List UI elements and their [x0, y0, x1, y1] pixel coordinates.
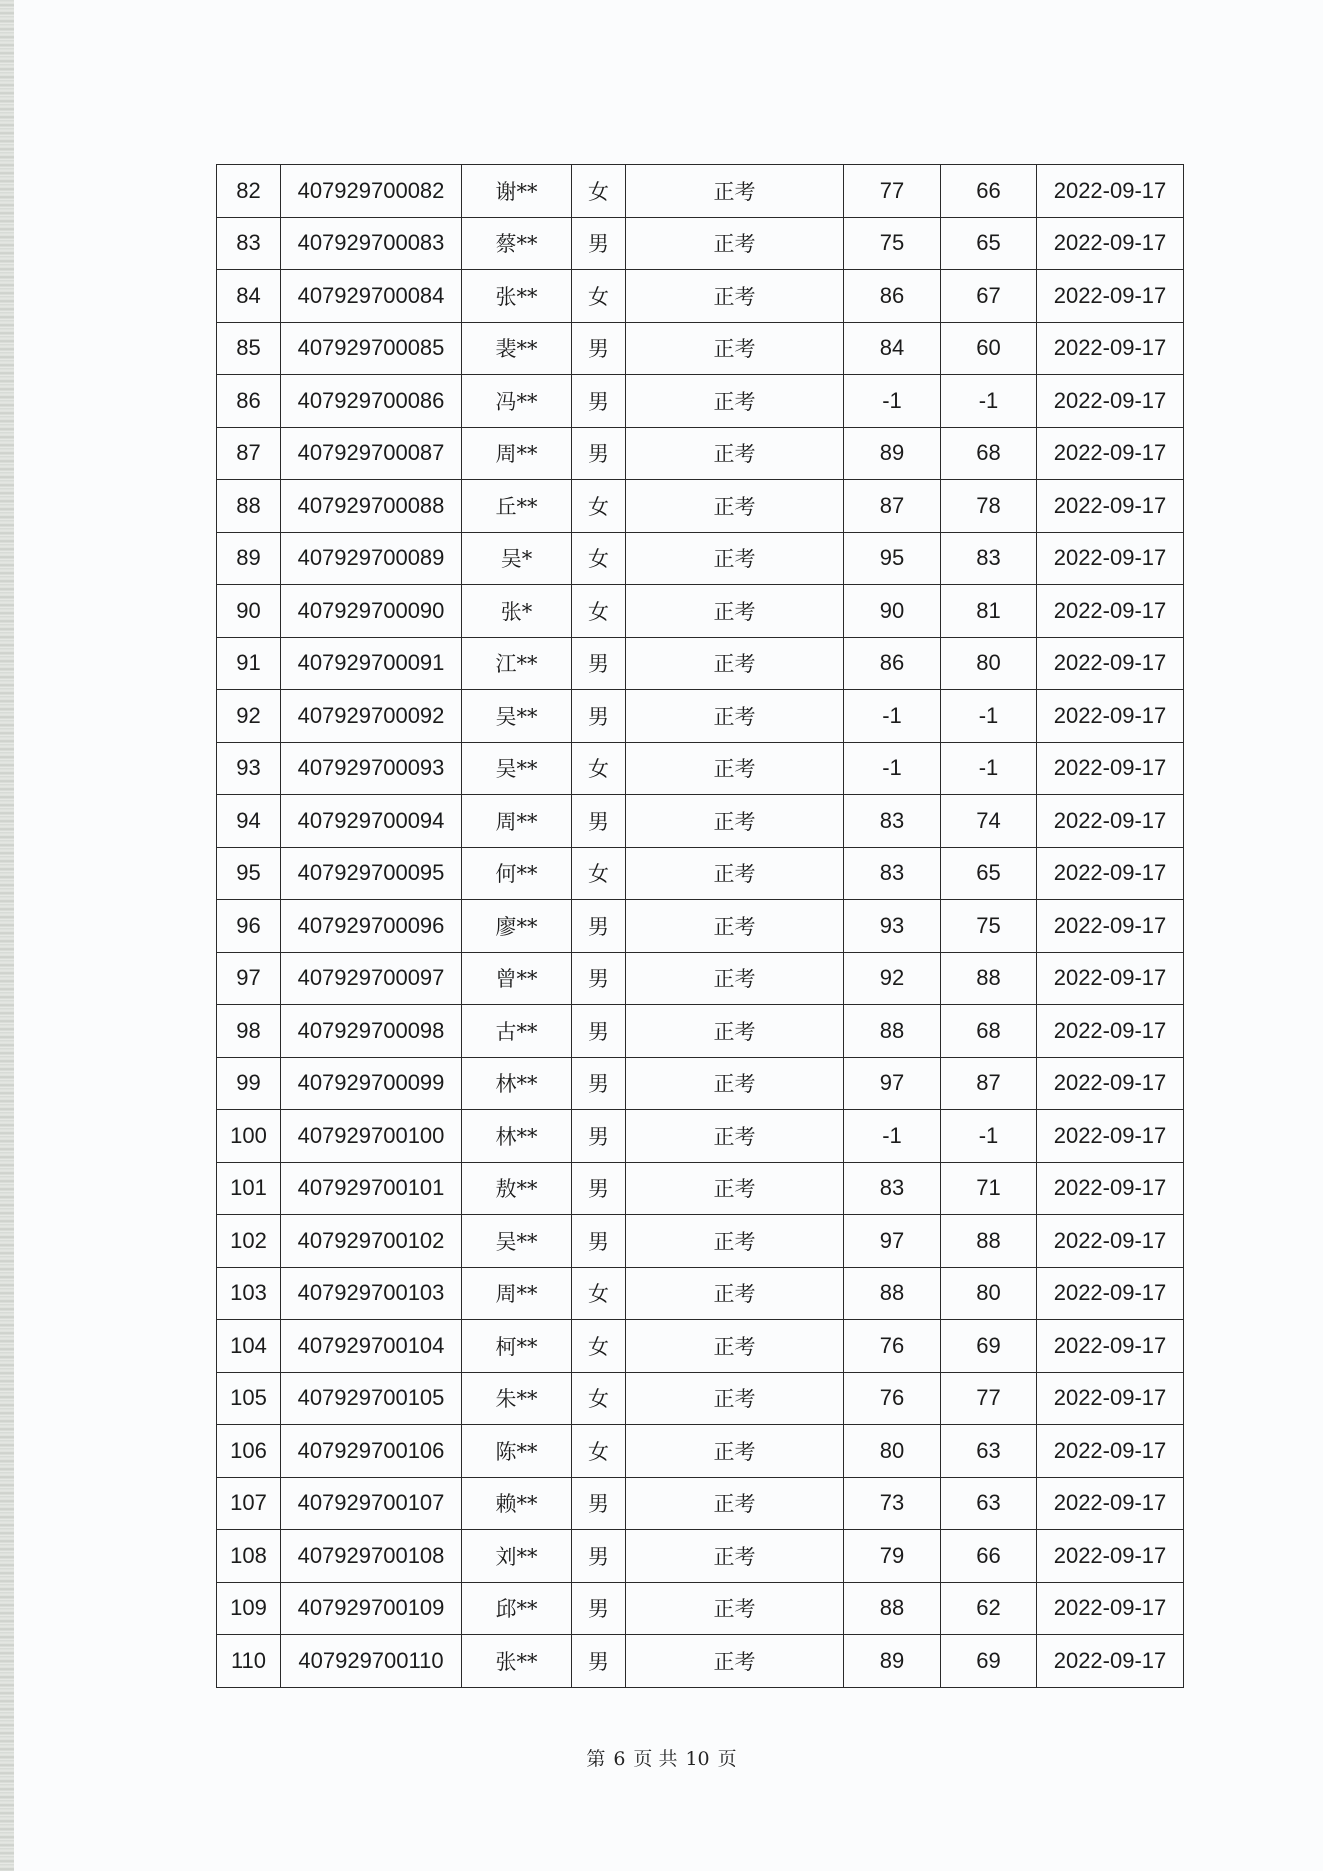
- candidate-id-cell: 407929700098: [281, 1005, 462, 1058]
- footer-mid: 页 共: [633, 1748, 678, 1770]
- table-row: [217, 637, 1184, 690]
- score-2-cell: -1: [941, 742, 1037, 795]
- score-1-cell: 79: [844, 1530, 941, 1583]
- table-row: [217, 1110, 1184, 1163]
- exam-type-cell: 正考: [626, 1057, 844, 1110]
- score-2-cell: -1: [941, 1110, 1037, 1163]
- candidate-id-cell: 407929700087: [281, 427, 462, 480]
- score-1-cell: 88: [844, 1582, 941, 1635]
- score-1-cell: 89: [844, 1635, 941, 1688]
- row-number-cell: 100: [217, 1110, 281, 1163]
- table-row: [217, 1320, 1184, 1373]
- score-1-cell: 90: [844, 585, 941, 638]
- gender-cell: 男: [572, 1635, 626, 1688]
- gender-cell: 男: [572, 1530, 626, 1583]
- exam-date-cell: 2022-09-17: [1037, 1005, 1184, 1058]
- table-row: [217, 1582, 1184, 1635]
- name-cell: 张*: [462, 585, 572, 638]
- row-number-cell: 101: [217, 1162, 281, 1215]
- footer-suffix: 页: [717, 1748, 737, 1770]
- exam-type-cell: 正考: [626, 1372, 844, 1425]
- score-table-container: [216, 164, 1184, 1688]
- gender-cell: 女: [572, 532, 626, 585]
- exam-date-cell: 2022-09-17: [1037, 690, 1184, 743]
- candidate-id-cell: 407929700086: [281, 375, 462, 428]
- candidate-id-cell: 407929700093: [281, 742, 462, 795]
- score-1-cell: -1: [844, 690, 941, 743]
- score-2-cell: 74: [941, 795, 1037, 848]
- row-number-cell: 93: [217, 742, 281, 795]
- score-2-cell: 88: [941, 952, 1037, 1005]
- score-1-cell: -1: [844, 1110, 941, 1163]
- name-cell: 邱**: [462, 1582, 572, 1635]
- exam-type-cell: 正考: [626, 480, 844, 533]
- table-row: [217, 270, 1184, 323]
- table-row: [217, 795, 1184, 848]
- exam-type-cell: 正考: [626, 1110, 844, 1163]
- score-2-cell: 80: [941, 1267, 1037, 1320]
- score-2-cell: 63: [941, 1425, 1037, 1478]
- footer-prefix: 第: [586, 1748, 606, 1770]
- name-cell: 周**: [462, 1267, 572, 1320]
- exam-date-cell: 2022-09-17: [1037, 900, 1184, 953]
- table-row: [217, 1005, 1184, 1058]
- name-cell: 丘**: [462, 480, 572, 533]
- score-1-cell: 80: [844, 1425, 941, 1478]
- gender-cell: 男: [572, 900, 626, 953]
- name-cell: 林**: [462, 1057, 572, 1110]
- score-2-cell: 66: [941, 165, 1037, 218]
- table-row: [217, 1477, 1184, 1530]
- score-2-cell: 80: [941, 637, 1037, 690]
- candidate-id-cell: 407929700097: [281, 952, 462, 1005]
- name-cell: 刘**: [462, 1530, 572, 1583]
- exam-date-cell: 2022-09-17: [1037, 1215, 1184, 1268]
- name-cell: 张**: [462, 270, 572, 323]
- gender-cell: 男: [572, 427, 626, 480]
- score-2-cell: 63: [941, 1477, 1037, 1530]
- footer-total-pages: 10: [685, 1748, 710, 1770]
- table-row: [217, 1267, 1184, 1320]
- exam-date-cell: 2022-09-17: [1037, 742, 1184, 795]
- score-1-cell: 83: [844, 1162, 941, 1215]
- candidate-id-cell: 407929700096: [281, 900, 462, 953]
- candidate-id-cell: 407929700085: [281, 322, 462, 375]
- name-cell: 古**: [462, 1005, 572, 1058]
- gender-cell: 女: [572, 1372, 626, 1425]
- score-1-cell: 97: [844, 1215, 941, 1268]
- candidate-id-cell: 407929700101: [281, 1162, 462, 1215]
- row-number-cell: 82: [217, 165, 281, 218]
- score-1-cell: 92: [844, 952, 941, 1005]
- table-row: [217, 1162, 1184, 1215]
- row-number-cell: 84: [217, 270, 281, 323]
- name-cell: 江**: [462, 637, 572, 690]
- gender-cell: 男: [572, 1057, 626, 1110]
- page-footer: [0, 1744, 1323, 1771]
- name-cell: 周**: [462, 795, 572, 848]
- exam-type-cell: 正考: [626, 952, 844, 1005]
- score-1-cell: 93: [844, 900, 941, 953]
- exam-date-cell: 2022-09-17: [1037, 1530, 1184, 1583]
- exam-type-cell: 正考: [626, 585, 844, 638]
- row-number-cell: 105: [217, 1372, 281, 1425]
- row-number-cell: 109: [217, 1582, 281, 1635]
- score-2-cell: 67: [941, 270, 1037, 323]
- gender-cell: 男: [572, 637, 626, 690]
- gender-cell: 女: [572, 1425, 626, 1478]
- table-row: [217, 427, 1184, 480]
- candidate-id-cell: 407929700102: [281, 1215, 462, 1268]
- exam-date-cell: 2022-09-17: [1037, 1372, 1184, 1425]
- candidate-id-cell: 407929700084: [281, 270, 462, 323]
- exam-date-cell: 2022-09-17: [1037, 847, 1184, 900]
- gender-cell: 男: [572, 1162, 626, 1215]
- exam-type-cell: 正考: [626, 1530, 844, 1583]
- exam-type-cell: 正考: [626, 1582, 844, 1635]
- exam-date-cell: 2022-09-17: [1037, 795, 1184, 848]
- gender-cell: 女: [572, 270, 626, 323]
- score-2-cell: 60: [941, 322, 1037, 375]
- exam-type-cell: 正考: [626, 637, 844, 690]
- exam-type-cell: 正考: [626, 427, 844, 480]
- score-2-cell: -1: [941, 690, 1037, 743]
- row-number-cell: 95: [217, 847, 281, 900]
- gender-cell: 男: [572, 795, 626, 848]
- exam-date-cell: 2022-09-17: [1037, 217, 1184, 270]
- exam-type-cell: 正考: [626, 270, 844, 323]
- candidate-id-cell: 407929700090: [281, 585, 462, 638]
- table-row: [217, 480, 1184, 533]
- candidate-id-cell: 407929700106: [281, 1425, 462, 1478]
- exam-type-cell: 正考: [626, 1215, 844, 1268]
- exam-date-cell: 2022-09-17: [1037, 1425, 1184, 1478]
- footer-page-number: 6: [613, 1748, 626, 1770]
- exam-date-cell: 2022-09-17: [1037, 322, 1184, 375]
- name-cell: 吴*: [462, 532, 572, 585]
- exam-date-cell: 2022-09-17: [1037, 1267, 1184, 1320]
- score-2-cell: 71: [941, 1162, 1037, 1215]
- score-1-cell: 89: [844, 427, 941, 480]
- row-number-cell: 91: [217, 637, 281, 690]
- score-2-cell: 77: [941, 1372, 1037, 1425]
- candidate-id-cell: 407929700083: [281, 217, 462, 270]
- candidate-id-cell: 407929700091: [281, 637, 462, 690]
- row-number-cell: 88: [217, 480, 281, 533]
- table-row: [217, 690, 1184, 743]
- name-cell: 张**: [462, 1635, 572, 1688]
- score-1-cell: 76: [844, 1320, 941, 1373]
- table-row: [217, 375, 1184, 428]
- exam-type-cell: 正考: [626, 165, 844, 218]
- score-1-cell: 88: [844, 1267, 941, 1320]
- candidate-id-cell: 407929700107: [281, 1477, 462, 1530]
- score-2-cell: 68: [941, 1005, 1037, 1058]
- candidate-id-cell: 407929700105: [281, 1372, 462, 1425]
- score-2-cell: 65: [941, 217, 1037, 270]
- candidate-id-cell: 407929700110: [281, 1635, 462, 1688]
- candidate-id-cell: 407929700109: [281, 1582, 462, 1635]
- gender-cell: 男: [572, 1477, 626, 1530]
- exam-type-cell: 正考: [626, 1162, 844, 1215]
- score-1-cell: 86: [844, 270, 941, 323]
- row-number-cell: 102: [217, 1215, 281, 1268]
- candidate-id-cell: 407929700082: [281, 165, 462, 218]
- score-1-cell: 86: [844, 637, 941, 690]
- exam-date-cell: 2022-09-17: [1037, 1162, 1184, 1215]
- name-cell: 蔡**: [462, 217, 572, 270]
- table-row: [217, 322, 1184, 375]
- table-row: [217, 585, 1184, 638]
- exam-date-cell: 2022-09-17: [1037, 480, 1184, 533]
- row-number-cell: 86: [217, 375, 281, 428]
- exam-type-cell: 正考: [626, 1425, 844, 1478]
- row-number-cell: 99: [217, 1057, 281, 1110]
- gender-cell: 男: [572, 952, 626, 1005]
- row-number-cell: 83: [217, 217, 281, 270]
- score-1-cell: -1: [844, 742, 941, 795]
- row-number-cell: 106: [217, 1425, 281, 1478]
- row-number-cell: 94: [217, 795, 281, 848]
- score-1-cell: 83: [844, 795, 941, 848]
- exam-type-cell: 正考: [626, 322, 844, 375]
- row-number-cell: 104: [217, 1320, 281, 1373]
- gender-cell: 男: [572, 690, 626, 743]
- gender-cell: 女: [572, 480, 626, 533]
- score-1-cell: 87: [844, 480, 941, 533]
- score-2-cell: -1: [941, 375, 1037, 428]
- score-2-cell: 81: [941, 585, 1037, 638]
- name-cell: 朱**: [462, 1372, 572, 1425]
- table-row: [217, 165, 1184, 218]
- score-2-cell: 87: [941, 1057, 1037, 1110]
- candidate-id-cell: 407929700094: [281, 795, 462, 848]
- gender-cell: 女: [572, 1267, 626, 1320]
- exam-type-cell: 正考: [626, 690, 844, 743]
- name-cell: 冯**: [462, 375, 572, 428]
- score-2-cell: 68: [941, 427, 1037, 480]
- exam-type-cell: 正考: [626, 742, 844, 795]
- exam-type-cell: 正考: [626, 1477, 844, 1530]
- score-1-cell: -1: [844, 375, 941, 428]
- candidate-id-cell: 407929700100: [281, 1110, 462, 1163]
- candidate-id-cell: 407929700099: [281, 1057, 462, 1110]
- score-2-cell: 69: [941, 1320, 1037, 1373]
- gender-cell: 男: [572, 1215, 626, 1268]
- name-cell: 赖**: [462, 1477, 572, 1530]
- name-cell: 谢**: [462, 165, 572, 218]
- gender-cell: 女: [572, 847, 626, 900]
- score-2-cell: 78: [941, 480, 1037, 533]
- score-2-cell: 62: [941, 1582, 1037, 1635]
- score-1-cell: 95: [844, 532, 941, 585]
- exam-type-cell: 正考: [626, 847, 844, 900]
- table-row: [217, 1425, 1184, 1478]
- score-1-cell: 97: [844, 1057, 941, 1110]
- scan-edge-strip: [0, 0, 14, 1871]
- table-row: [217, 952, 1184, 1005]
- row-number-cell: 87: [217, 427, 281, 480]
- candidate-id-cell: 407929700103: [281, 1267, 462, 1320]
- row-number-cell: 98: [217, 1005, 281, 1058]
- table-row: [217, 1372, 1184, 1425]
- candidate-id-cell: 407929700095: [281, 847, 462, 900]
- exam-date-cell: 2022-09-17: [1037, 1057, 1184, 1110]
- gender-cell: 男: [572, 1005, 626, 1058]
- table-row: [217, 1057, 1184, 1110]
- row-number-cell: 92: [217, 690, 281, 743]
- exam-date-cell: 2022-09-17: [1037, 952, 1184, 1005]
- table-row: [217, 217, 1184, 270]
- score-2-cell: 75: [941, 900, 1037, 953]
- table-row: [217, 1215, 1184, 1268]
- row-number-cell: 89: [217, 532, 281, 585]
- name-cell: 林**: [462, 1110, 572, 1163]
- name-cell: 吴**: [462, 742, 572, 795]
- candidate-id-cell: 407929700108: [281, 1530, 462, 1583]
- name-cell: 裴**: [462, 322, 572, 375]
- score-table: [216, 164, 1184, 1688]
- exam-type-cell: 正考: [626, 1267, 844, 1320]
- name-cell: 柯**: [462, 1320, 572, 1373]
- gender-cell: 男: [572, 217, 626, 270]
- score-2-cell: 83: [941, 532, 1037, 585]
- score-1-cell: 76: [844, 1372, 941, 1425]
- exam-date-cell: 2022-09-17: [1037, 1110, 1184, 1163]
- exam-type-cell: 正考: [626, 375, 844, 428]
- exam-date-cell: 2022-09-17: [1037, 165, 1184, 218]
- table-row: [217, 1635, 1184, 1688]
- gender-cell: 女: [572, 1320, 626, 1373]
- exam-type-cell: 正考: [626, 532, 844, 585]
- gender-cell: 女: [572, 585, 626, 638]
- exam-date-cell: 2022-09-17: [1037, 1477, 1184, 1530]
- table-row: [217, 532, 1184, 585]
- score-2-cell: 88: [941, 1215, 1037, 1268]
- row-number-cell: 90: [217, 585, 281, 638]
- exam-date-cell: 2022-09-17: [1037, 585, 1184, 638]
- name-cell: 周**: [462, 427, 572, 480]
- table-row: [217, 742, 1184, 795]
- exam-date-cell: 2022-09-17: [1037, 1635, 1184, 1688]
- exam-date-cell: 2022-09-17: [1037, 375, 1184, 428]
- score-1-cell: 83: [844, 847, 941, 900]
- gender-cell: 男: [572, 1582, 626, 1635]
- gender-cell: 男: [572, 322, 626, 375]
- row-number-cell: 103: [217, 1267, 281, 1320]
- exam-date-cell: 2022-09-17: [1037, 1320, 1184, 1373]
- name-cell: 敖**: [462, 1162, 572, 1215]
- score-1-cell: 88: [844, 1005, 941, 1058]
- name-cell: 吴**: [462, 690, 572, 743]
- candidate-id-cell: 407929700088: [281, 480, 462, 533]
- exam-date-cell: 2022-09-17: [1037, 532, 1184, 585]
- name-cell: 曾**: [462, 952, 572, 1005]
- exam-type-cell: 正考: [626, 1635, 844, 1688]
- score-1-cell: 77: [844, 165, 941, 218]
- gender-cell: 女: [572, 742, 626, 795]
- exam-date-cell: 2022-09-17: [1037, 427, 1184, 480]
- candidate-id-cell: 407929700089: [281, 532, 462, 585]
- exam-type-cell: 正考: [626, 1005, 844, 1058]
- exam-type-cell: 正考: [626, 795, 844, 848]
- exam-type-cell: 正考: [626, 900, 844, 953]
- exam-date-cell: 2022-09-17: [1037, 270, 1184, 323]
- row-number-cell: 108: [217, 1530, 281, 1583]
- candidate-id-cell: 407929700092: [281, 690, 462, 743]
- row-number-cell: 85: [217, 322, 281, 375]
- name-cell: 陈**: [462, 1425, 572, 1478]
- row-number-cell: 110: [217, 1635, 281, 1688]
- gender-cell: 女: [572, 165, 626, 218]
- score-2-cell: 69: [941, 1635, 1037, 1688]
- table-body: [217, 165, 1184, 1688]
- table-row: [217, 900, 1184, 953]
- name-cell: 何**: [462, 847, 572, 900]
- gender-cell: 男: [572, 1110, 626, 1163]
- table-row: [217, 1530, 1184, 1583]
- name-cell: 廖**: [462, 900, 572, 953]
- score-1-cell: 73: [844, 1477, 941, 1530]
- table-row: [217, 847, 1184, 900]
- row-number-cell: 97: [217, 952, 281, 1005]
- exam-date-cell: 2022-09-17: [1037, 637, 1184, 690]
- exam-date-cell: 2022-09-17: [1037, 1582, 1184, 1635]
- row-number-cell: 96: [217, 900, 281, 953]
- score-1-cell: 75: [844, 217, 941, 270]
- exam-type-cell: 正考: [626, 1320, 844, 1373]
- score-2-cell: 66: [941, 1530, 1037, 1583]
- gender-cell: 男: [572, 375, 626, 428]
- name-cell: 吴**: [462, 1215, 572, 1268]
- score-1-cell: 84: [844, 322, 941, 375]
- exam-type-cell: 正考: [626, 217, 844, 270]
- row-number-cell: 107: [217, 1477, 281, 1530]
- candidate-id-cell: 407929700104: [281, 1320, 462, 1373]
- score-2-cell: 65: [941, 847, 1037, 900]
